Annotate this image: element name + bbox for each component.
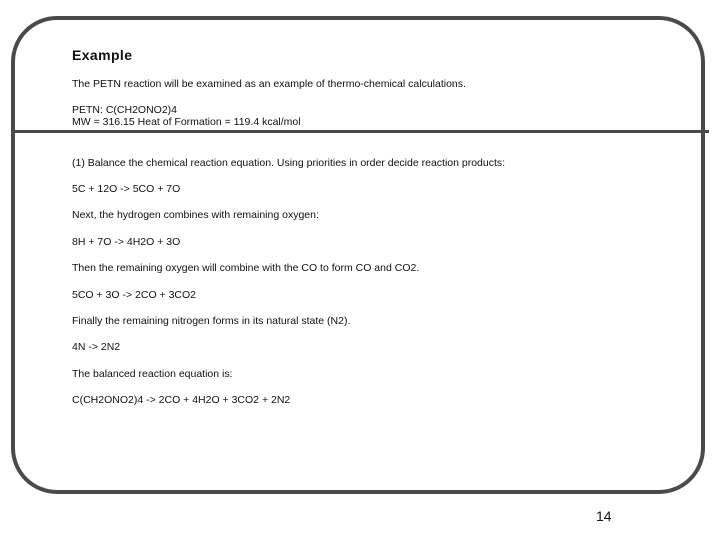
equation-carbon: 5C + 12O -> 5CO + 7O [72,183,181,195]
balanced-equation: C(CH2ONO2)4 -> 2CO + 4H2O + 3CO2 + 2N2 [72,394,291,406]
equation-co: 5CO + 3O -> 2CO + 3CO2 [72,289,197,301]
equation-hydrogen: 8H + 7O -> 4H2O + 3O [72,236,181,248]
petn-properties: MW = 316.15 Heat of Formation = 119.4 kcal/mol [72,116,301,128]
step-hydrogen-text: Next, the hydrogen combines with remaining oxygen: [72,209,319,221]
balanced-intro-text: The balanced reaction equation is: [72,368,233,380]
step-oxygen-text: Then the remaining oxygen will combine with the CO to form CO and CO2. [72,262,420,274]
header-divider [15,130,709,133]
equation-nitrogen: 4N -> 2N2 [72,341,121,353]
intro-text: The PETN reaction will be examined as an example of thermo-chemical calculations. [72,78,466,90]
page-number: 14 [596,508,612,524]
petn-formula: PETN: C(CH2ONO2)4 [72,104,178,116]
slide-title: Example [72,47,133,63]
step-nitrogen-text: Finally the remaining nitrogen forms in its natural state (N2). [72,315,351,327]
step-balance-instruction: (1) Balance the chemical reaction equation. Using priorities in order decide reaction products: [72,157,506,169]
